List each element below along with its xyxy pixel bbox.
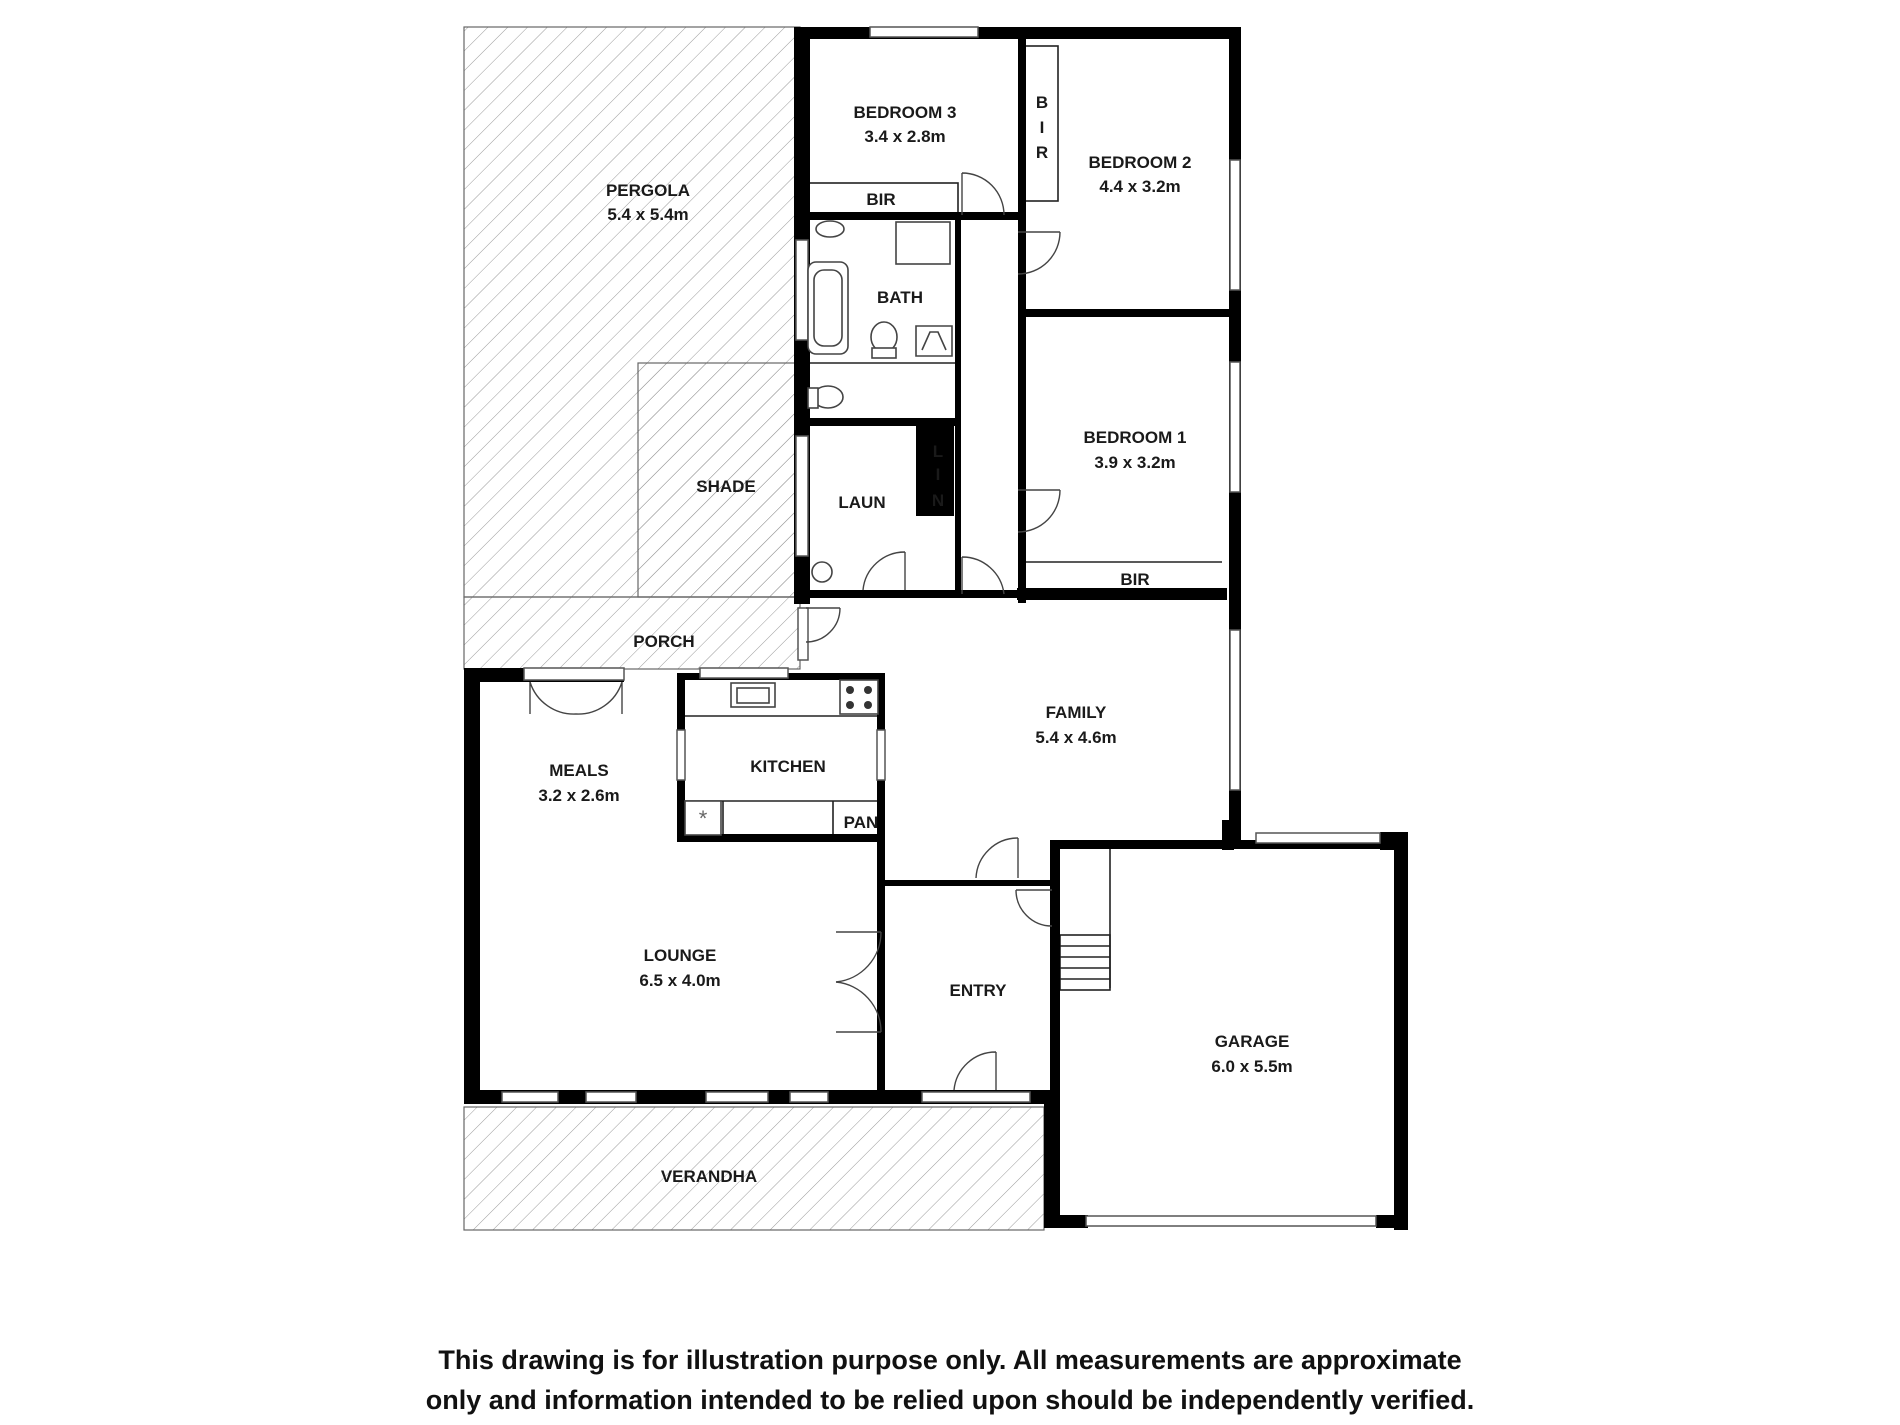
vanity	[916, 326, 952, 356]
bedroom3-size: 3.4 x 2.8m	[864, 127, 946, 146]
bedroom2-label: BEDROOM 2	[1088, 153, 1192, 172]
shade-label: SHADE	[696, 477, 756, 496]
lin-vertical-i: I	[935, 465, 941, 484]
bir-vertical-i: I	[1039, 118, 1045, 137]
kitchen-label: KITCHEN	[750, 757, 826, 776]
meals-label: MEALS	[549, 761, 609, 780]
bedroom1-bir-label: BIR	[1120, 570, 1150, 589]
disclaimer-line-1: This drawing is for illustration purpose only. All measurements are approximate	[438, 1345, 1462, 1375]
laun-label: LAUN	[838, 493, 886, 512]
lin-vertical-n: N	[931, 491, 945, 510]
bir-vertical-r: R	[1035, 143, 1049, 162]
garage-label: GARAGE	[1214, 1032, 1290, 1051]
verandha-label: VERANDHA	[660, 1167, 758, 1186]
bedroom1-size: 3.9 x 3.2m	[1094, 453, 1176, 472]
bedroom3-label: BEDROOM 3	[853, 103, 957, 122]
porch-label: PORCH	[633, 632, 695, 651]
entry-label: ENTRY	[949, 981, 1007, 1000]
laundry-tub	[812, 562, 832, 582]
lin-vertical-l: L	[932, 442, 944, 461]
lounge-label: LOUNGE	[643, 946, 717, 965]
disclaimer-line-2: only and information intended to be relied upon should be independently verified.	[425, 1385, 1475, 1415]
pergola-size: 5.4 x 5.4m	[607, 205, 689, 224]
bedroom1-label: BEDROOM 1	[1083, 428, 1187, 447]
bedroom2-size: 4.4 x 3.2m	[1099, 177, 1181, 196]
shower	[896, 222, 950, 264]
bedroom3-bir-label: BIR	[866, 190, 896, 209]
svg-text:*: *	[698, 806, 708, 831]
family-size: 5.4 x 4.6m	[1035, 728, 1117, 747]
family-label: FAMILY	[1045, 703, 1107, 722]
lounge-size: 6.5 x 4.0m	[639, 971, 721, 990]
pan-label: PAN	[843, 813, 879, 832]
bath-label: BATH	[877, 288, 923, 307]
porch-area	[464, 597, 800, 669]
garage-size: 6.0 x 5.5m	[1211, 1057, 1293, 1076]
bir-vertical-b: B	[1035, 93, 1049, 112]
meals-size: 3.2 x 2.6m	[538, 786, 620, 805]
pergola-label: PERGOLA	[605, 181, 691, 200]
vanity-basin	[816, 221, 844, 237]
cooktop	[840, 680, 878, 714]
